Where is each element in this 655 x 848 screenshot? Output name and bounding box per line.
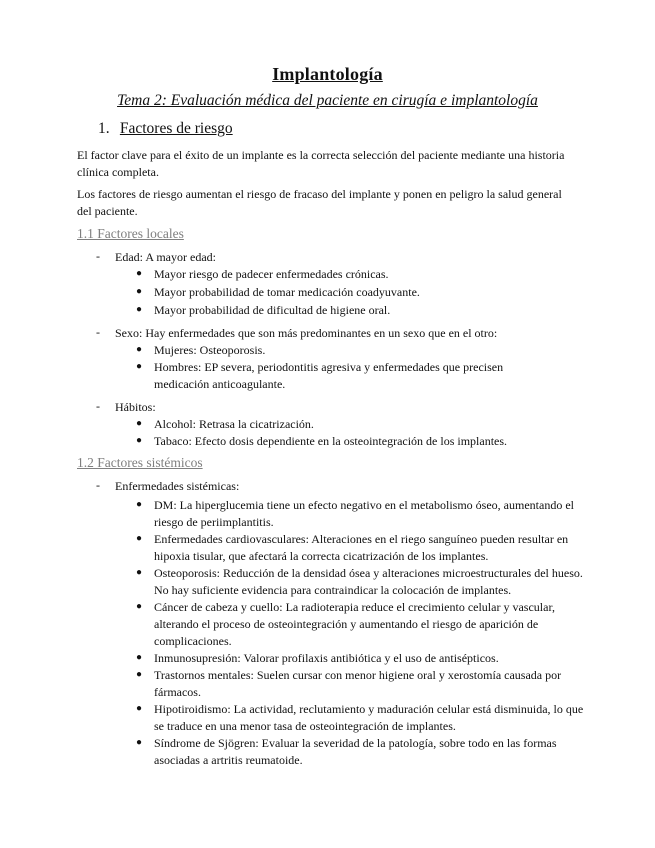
bullet-marker: ● bbox=[136, 601, 143, 612]
dash-marker: - bbox=[96, 478, 100, 492]
intro-paragraph: El factor clave para el éxito de un implante es la correcta selección del paciente mediante una historia clínica completa. bbox=[77, 148, 565, 179]
intro-paragraph: Los factores de riesgo aumentan el riesgo de fracaso del implante y ponen en peligro la salud general del paciente. bbox=[77, 187, 562, 218]
list-item: Alcohol: Retrasa la cicatrización. bbox=[154, 417, 314, 431]
bullet-marker: ● bbox=[136, 737, 143, 748]
group-label: Edad: A mayor edad: bbox=[115, 250, 216, 264]
list-item: Trastornos mentales: Suelen cursar con menor higiene oral y xerostomía causada por fármacos. bbox=[154, 668, 562, 699]
list-item: Cáncer de cabeza y cuello: La radioterapia reduce el crecimiento celular y vascular, alterando el proceso de osteointegración y aumentando el riesgo de aparición de complicaciones. bbox=[154, 600, 555, 648]
list-item: Mujeres: Osteoporosis. bbox=[154, 343, 266, 357]
bullet-marker: ● bbox=[136, 361, 143, 372]
group-label: Sexo: Hay enfermedades que son más predominantes en un sexo que en el otro: bbox=[115, 326, 498, 340]
group-label: Enfermedades sistémicas: bbox=[115, 479, 240, 493]
list-item: Mayor probabilidad de dificultad de higiene oral. bbox=[154, 303, 391, 317]
section-number: 1. bbox=[98, 120, 110, 137]
dash-marker: - bbox=[96, 325, 100, 339]
bullet-marker: ● bbox=[136, 499, 143, 510]
list-item: Hombres: EP severa, periodontitis agresiva y enfermedades que precisen medicación anticoagulante. bbox=[154, 360, 504, 391]
list-item: Osteoporosis: Reducción de la densidad ósea y alteraciones microestructurales del hueso. No hay suficiente evidencia para contraindicar la colocación de implantes. bbox=[154, 566, 583, 597]
document-title: Implantología bbox=[272, 64, 383, 84]
group-label: Hábitos: bbox=[115, 400, 156, 414]
subsection-heading-sistemicos: 1.2 Factores sistémicos bbox=[77, 455, 203, 470]
list-item: Hipotiroidismo: La actividad, reclutamiento y maduración celular está disminuida, lo que se traduce en una menor tasa de osteointegración de implantes. bbox=[154, 702, 584, 733]
bullet-marker: ● bbox=[136, 418, 143, 429]
list-item: Síndrome de Sjögren: Evaluar la severidad de la patología, sobre todo en las formas asociadas a artritis reumatoide. bbox=[154, 736, 557, 767]
bullet-marker: ● bbox=[136, 435, 143, 446]
dash-marker: - bbox=[96, 399, 100, 413]
list-item: Mayor riesgo de padecer enfermedades crónicas. bbox=[154, 267, 389, 281]
list-item: Enfermedades cardiovasculares: Alteraciones en el riego sanguíneo pueden resultar en hipoxia tisular, que afectará la correcta cicatrización de los implantes. bbox=[154, 532, 569, 563]
bullet-marker: ● bbox=[136, 652, 143, 663]
section-heading bbox=[98, 120, 233, 138]
bullet-marker: ● bbox=[136, 669, 143, 680]
section-title: Factores de riesgo bbox=[119, 120, 233, 137]
bullet-marker: ● bbox=[136, 344, 143, 355]
bullet-marker: ● bbox=[136, 286, 143, 297]
dash-marker: - bbox=[96, 249, 100, 263]
bullet-marker: ● bbox=[136, 567, 143, 578]
document-subtitle: Tema 2: Evaluación médica del paciente en cirugía e implantología bbox=[117, 92, 538, 109]
bullet-marker: ● bbox=[136, 533, 143, 544]
bullet-marker: ● bbox=[136, 304, 143, 315]
bullet-marker: ● bbox=[136, 703, 143, 714]
subsection-heading-locales: 1.1 Factores locales bbox=[77, 226, 184, 241]
list-item: Mayor probabilidad de tomar medicación coadyuvante. bbox=[154, 285, 420, 299]
list-item: Tabaco: Efecto dosis dependiente en la osteointegración de los implantes. bbox=[154, 434, 508, 448]
list-item: Inmunosupresión: Valorar profilaxis antibiótica y el uso de antisépticos. bbox=[154, 651, 499, 665]
list-item: DM: La hiperglucemia tiene un efecto negativo en el metabolismo óseo, aumentando el riesgo de periimplantitis. bbox=[154, 498, 574, 529]
bullet-marker: ● bbox=[136, 268, 143, 279]
